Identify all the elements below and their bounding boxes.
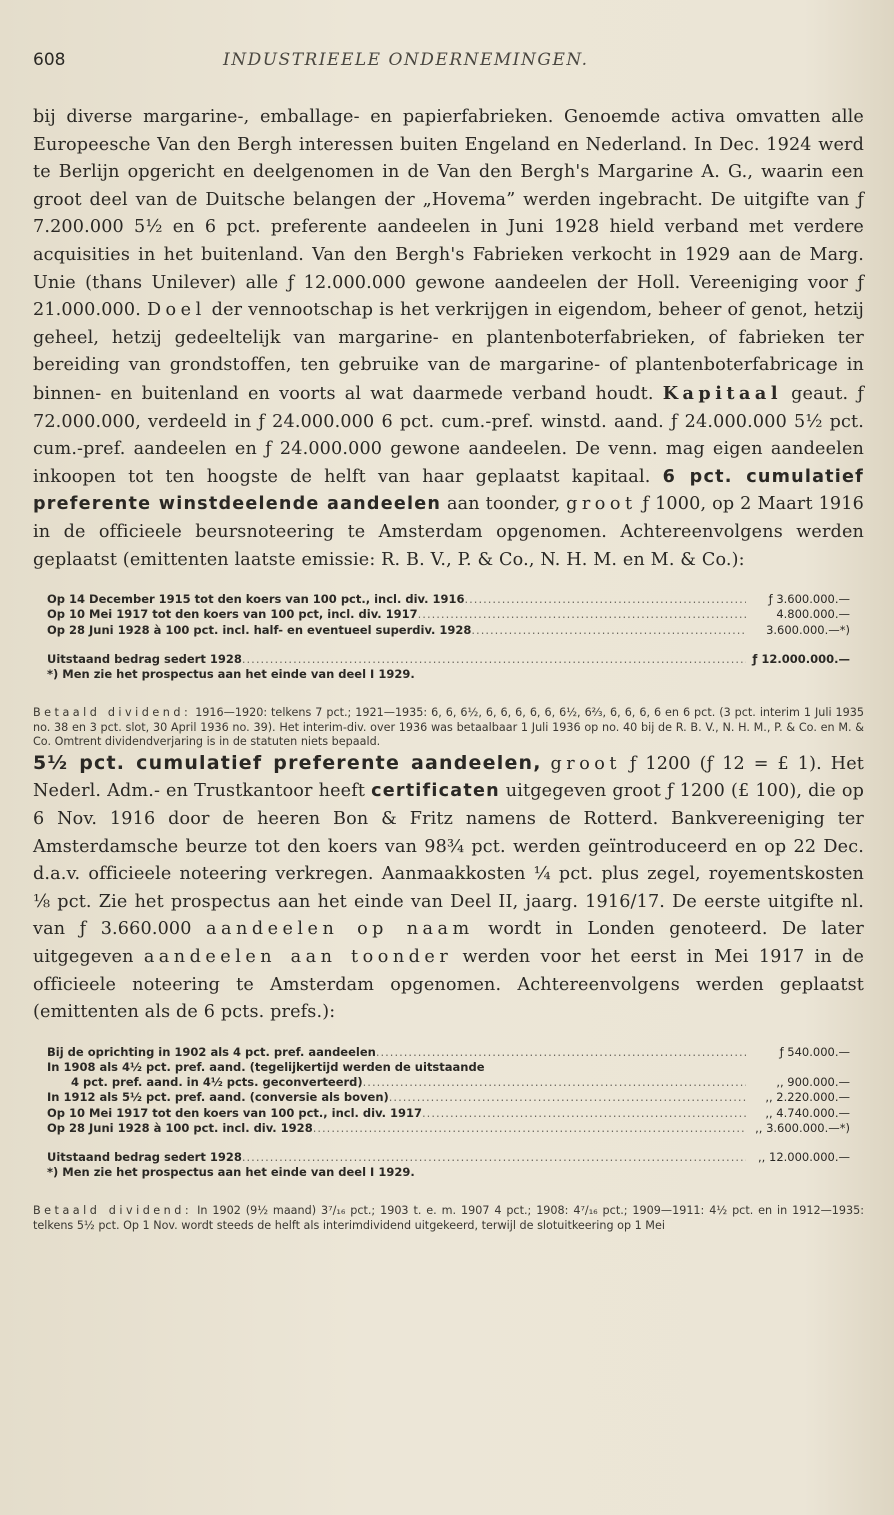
para2-text-4: werden voor het eerst in Mei 1917 in de officieele noteering te Amsterdam opgenomen. Achtereenvolgens werden geplaatst (emittenten als de 6 pcts. prefs.): bbox=[33, 947, 865, 1023]
after-heading-text-1: aan toonder, bbox=[446, 494, 561, 515]
page-title: INDUSTRIEELE ONDERNEMINGEN. bbox=[223, 50, 589, 70]
table-row: Op 14 December 1915 tot den koers van 100 pct., incl. div. 1916 ..... ƒ 3.600.000.— bbox=[47, 592, 850, 607]
table-footnote: *) Men zie het prospectus aan het einde van deel I 1929. bbox=[47, 666, 415, 681]
paragraph-5half-pct bbox=[33, 750, 864, 1027]
dividend-paragraph-5half bbox=[33, 1204, 864, 1233]
page-number: 608 bbox=[33, 50, 66, 70]
section-heading-6pct: 6 pct. cumulatief preferente winstdeelende aandeelen bbox=[33, 466, 864, 515]
running-head bbox=[33, 50, 864, 70]
table-row: In 1908 als 4½ pct. pref. aand. (tegelijkertijd werden de uitstaande bbox=[47, 1060, 485, 1075]
table-row: Bij de oprichting in 1902 als 4 pct. pref. aandeelen ..... ƒ 540.000.— bbox=[47, 1045, 850, 1060]
table-row: 4 pct. pref. aand. in 4½ pcts. geconverteerd) ..... ,, 900.000.— bbox=[47, 1075, 850, 1090]
dividend-label: Betaald dividend: bbox=[33, 1204, 193, 1218]
para2-text-3: wordt in Londen genoteerd. De later uitgegeven bbox=[33, 919, 864, 968]
op-naam-label: aandeelen op naam bbox=[206, 919, 474, 940]
table-row: In 1912 als 5½ pct. pref. aand. (conversie als boven) ..... ,, 2.220.000.— bbox=[47, 1090, 850, 1105]
dividend-paragraph-6pct bbox=[33, 706, 864, 750]
table-row: Op 10 Mei 1917 tot den koers van 100 pct, incl. div. 1917 ..... 4.800.000.— bbox=[47, 607, 850, 622]
after-heading-text-2: ƒ 1000, op 2 Maart 1916 in de officieele beursnoteering te Amsterdam opgenomen. Achtereenvolgens werden geplaatst (emittenten laatste emissie: R. B. V., P. & Co., N. H. M. en M. & Co.): bbox=[33, 494, 864, 570]
table-row: Op 28 Juni 1928 à 100 pct. incl. div. 1928 ..... ,, 3.600.000.—*) bbox=[47, 1121, 850, 1136]
dividend-text: In 1902 (9½ maand) 3⁷/₁₆ pct.; 1903 t. e. m. 1907 4 pct.; 1908: 4⁷/₁₆ pct.; 1909—1911: 4½ pct. en in 1912—1935: telkens 5½ pct. Op 1 Nov. wordt steeds de helft als interimdividend uitgekeerd, terwijl de slotuitkeering op 1 Mei bbox=[33, 1204, 865, 1233]
placement-table-5half bbox=[47, 1045, 850, 1181]
certificaten-word: certificaten bbox=[371, 781, 500, 802]
dividend-text: 1916—1920: telkens 7 pct.; 1921—1935: 6, 6, 6½, 6, 6, 6, 6, 6, 6½, 6⅔, 6, 6, 6, 6 en 6 pct. (3 pct. interim 1 Juli 1935 no. 38 en 3 pct. slot, 30 April 1936 no. 39). Het interim-div. over 1936 was betaalbaar 1 Juli 1936 op no. 40 bij de R. B. V., N. H. M., P. & Co. en M. & Co. Omtrent dividendverjaring is in de statuten niets bepaald. bbox=[33, 706, 864, 749]
dividend-label: Betaald dividend: bbox=[33, 706, 192, 720]
table-row: Op 28 Juni 1928 à 100 pct. incl. half- en eventueel superdiv. 1928 ..... 3.600.000.—*) bbox=[47, 623, 850, 638]
doel-text: der vennootschap is het verkrijgen in eigendom, beheer of genot, hetzij geheel, hetzij gedeeltelijk van margarine- en plantenboterfabrieken, of fabrieken ter bereiding van grondstoffen, ten gebruike van de margarine- of plantenboterfabricage in binnen- en buitenland en voorts al wat daarmede verband houdt. bbox=[33, 300, 865, 404]
history-text: bij diverse margarine-, emballage- en papierfabrieken. Genoemde activa omvatten alle Europeesche Van den Bergh interessen buiten Engeland en Nederland. In Dec. 1924 werd te Berlijn opgericht en deelgenomen in de Van den Bergh's Margarine A. G., waarin een groot deel van de Duitsche belangen der „Hovema” werden ingebracht. De uitgifte van ƒ 7.200.000 5½ en 6 pct. preferente aandeelen in Juni 1928 hield verband met verdere acquisities in het buitenland. Van den Bergh's Fabrieken verkocht in 1929 aan de Marg. Unie (thans Unilever) alle ƒ 12.000.000 gewone aandeelen der Holl. Vereeniging voor ƒ 21.000.000. bbox=[33, 107, 864, 321]
groot-label-2: groot bbox=[550, 753, 621, 774]
para2-text-1: ƒ 1200 (ƒ 12 = £ 1). Het Nederl. Adm.- en Trustkantoor heeft bbox=[33, 753, 864, 802]
table-footnote: *) Men zie het prospectus aan het einde van deel I 1929. bbox=[47, 1165, 415, 1180]
table-total-row: Uitstaand bedrag sedert 1928 ..... ƒ 12.000.000.— bbox=[47, 652, 850, 667]
section-heading-5half: 5½ pct. cumulatief preferente aandeelen, bbox=[33, 751, 542, 774]
kapitaal-text: geaut. ƒ 72.000.000, verdeeld in ƒ 24.000.000 6 pct. cum.-pref. winstd. aand. ƒ 24.000.000 5½ pct. cum.-pref. aandeelen en ƒ 24.000.000 gewone aandeelen. De venn. mag eigen aandeelen inkoopen tot ten hoogste de helft van haar geplaatst kapitaal. bbox=[33, 383, 864, 487]
groot-label: groot bbox=[566, 494, 637, 515]
doel-label: Doel bbox=[146, 300, 206, 321]
table-row: Op 10 Mei 1917 tot den koers van 100 pct., incl. div. 1917 ..... ,, 4.740.000.— bbox=[47, 1106, 850, 1121]
aan-toonder-label: aandeelen aan toonder bbox=[143, 947, 453, 968]
para2-text-2: uitgegeven groot ƒ 1200 (£ 100), die op 6 Nov. 1916 door de heeren Bon & Fritz namens de Rotterd. Bankvereeniging ter Amsterdamsche beurze tot den koers van 98¾ pct. werden geïntroduceerd en op 22 Dec. d.a.v. officieele noteering verkregen. Aanmaakkosten ¼ pct. plus zegel, royementskosten ⅛ pct. Zie het prospectus aan het einde van Deel II, jaarg. 1916/17. De eerste uitgifte nl. van ƒ 3.660.000 bbox=[33, 781, 864, 940]
paragraph-company-history bbox=[33, 104, 864, 574]
table-total-row: Uitstaand bedrag sedert 1928 ..... ,, 12.000.000.— bbox=[47, 1150, 850, 1165]
kapitaal-label: Kapitaal bbox=[662, 382, 783, 404]
placement-table-6pct bbox=[47, 592, 850, 682]
